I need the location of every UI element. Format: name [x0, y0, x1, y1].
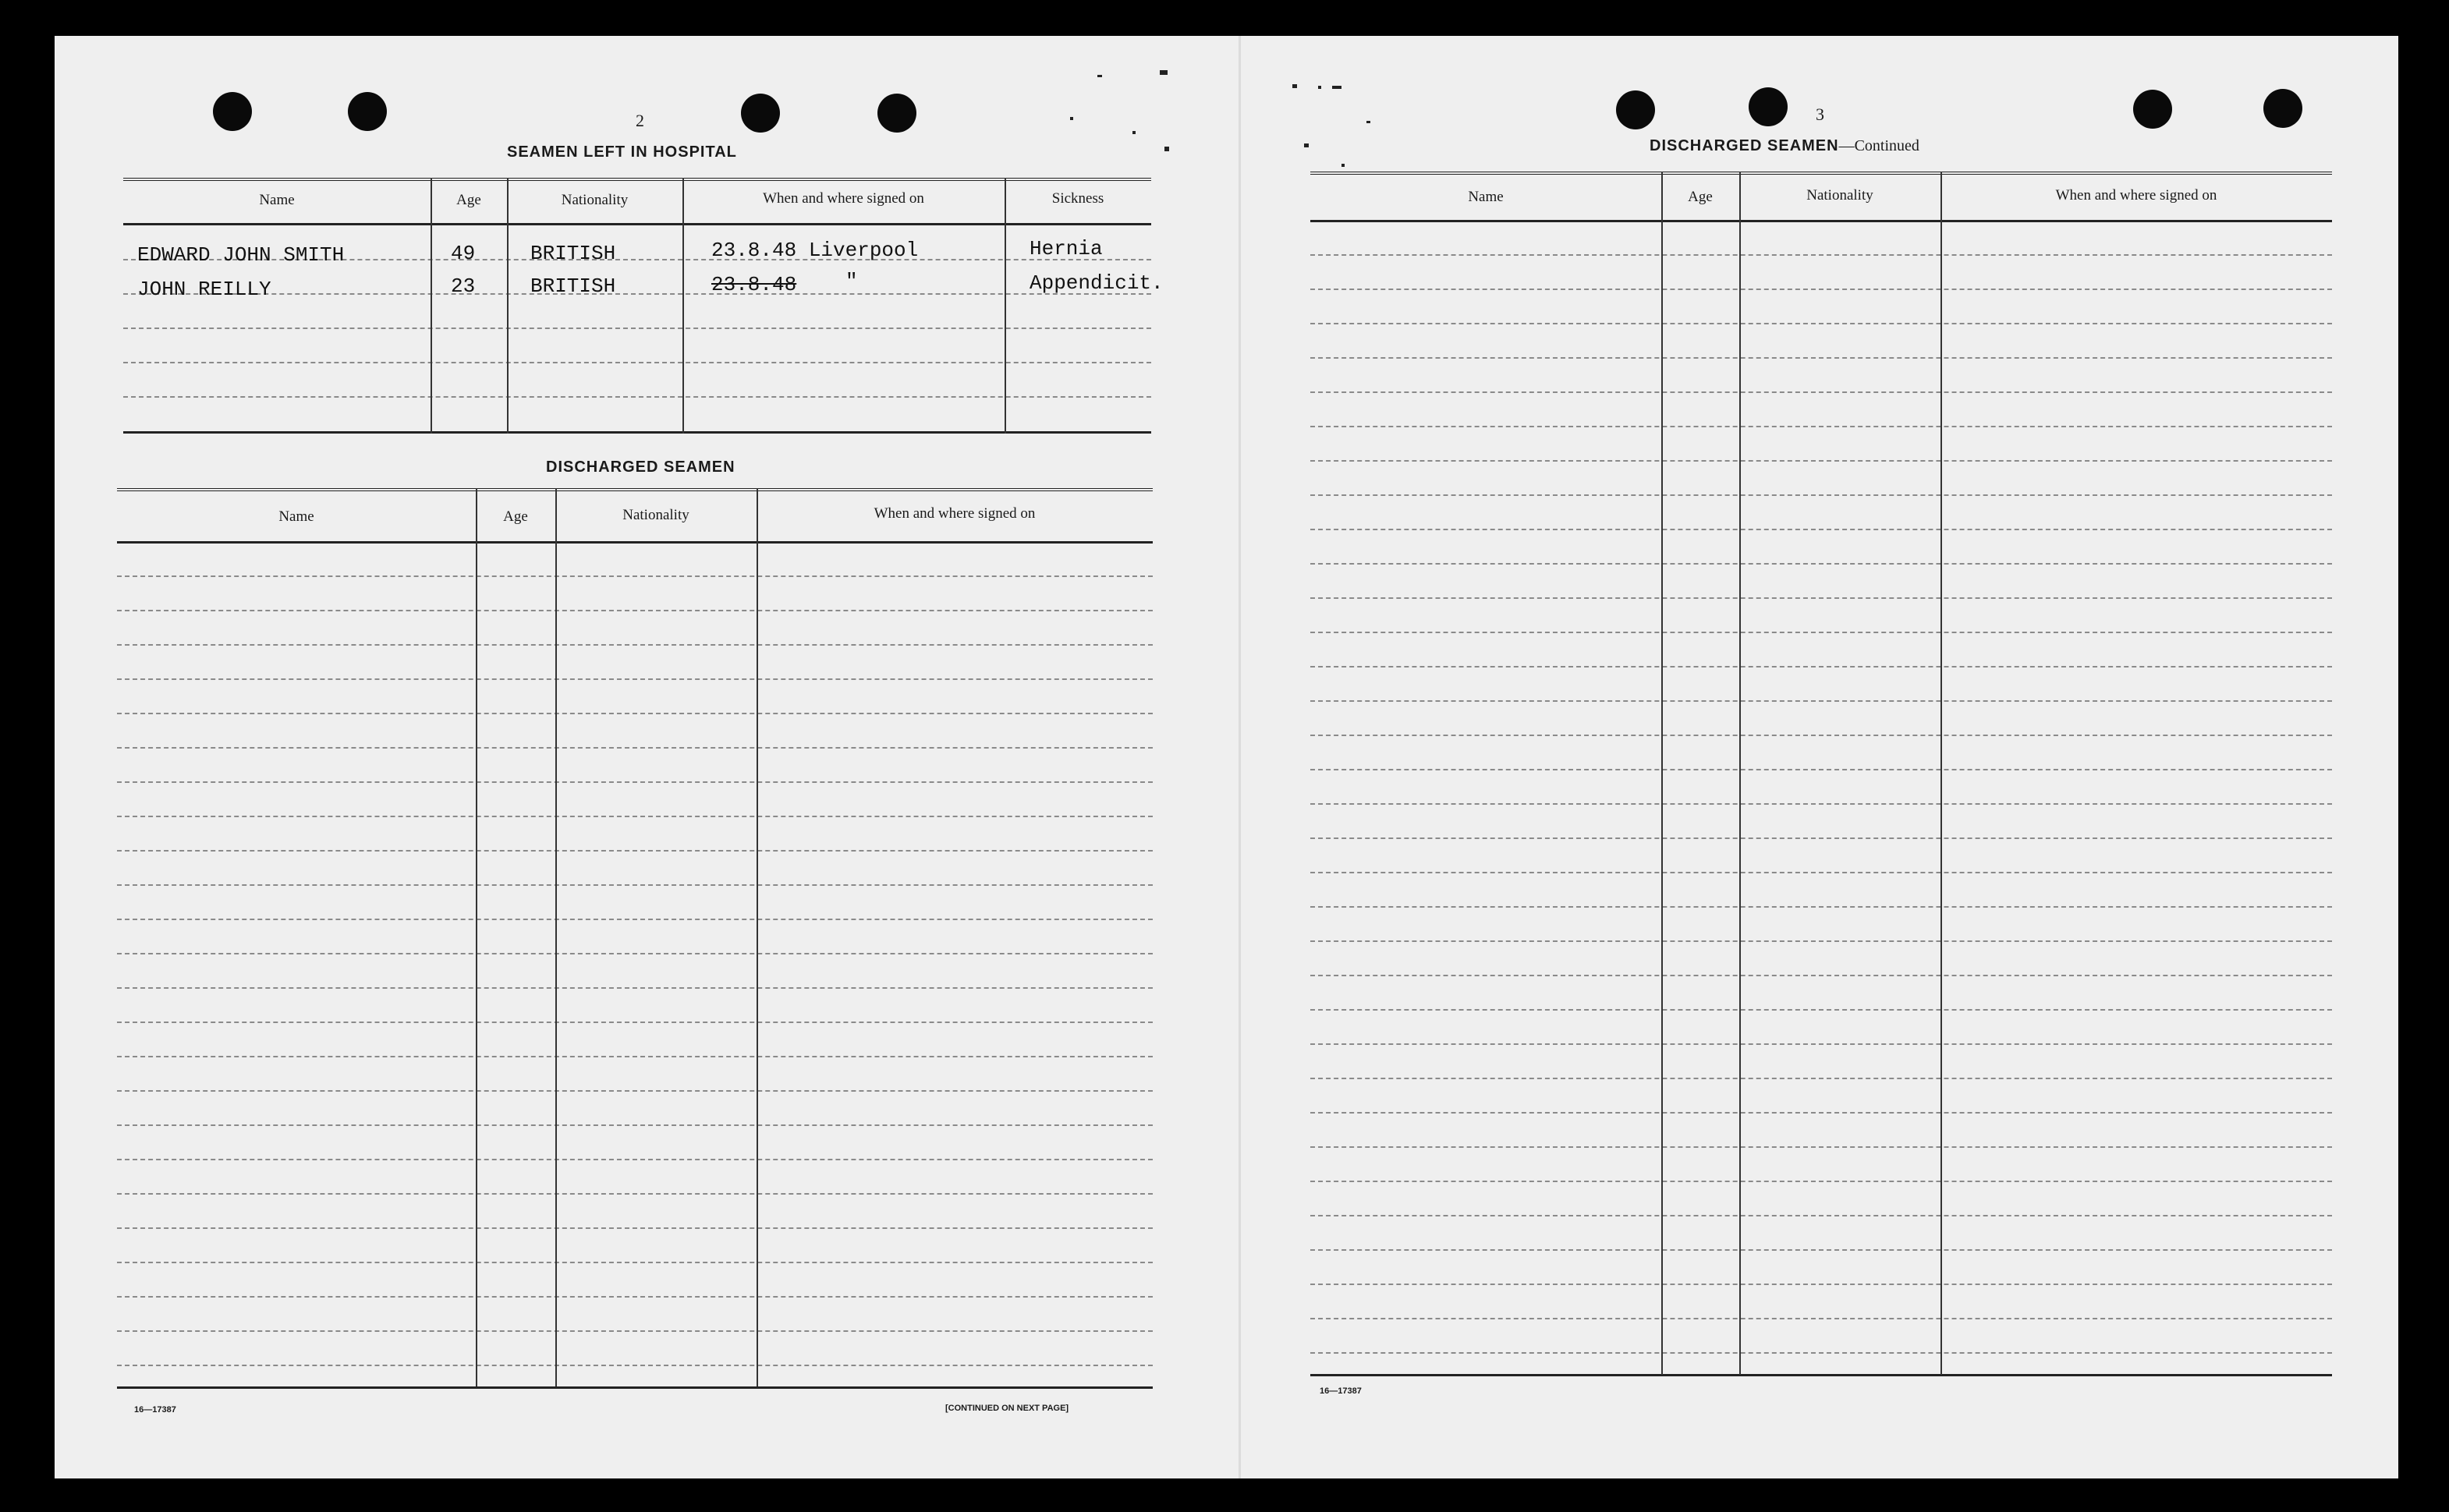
- ruled-line: [1310, 735, 2332, 736]
- ruled-line: [1310, 391, 2332, 393]
- ruled-line: [1310, 700, 2332, 702]
- hospital-table: [123, 178, 1164, 441]
- ruled-line: [1310, 597, 2332, 599]
- col-header-signed-on: When and where signed on: [874, 505, 1036, 522]
- discharged-continued-title-main: DISCHARGED SEAMEN: [1650, 137, 1839, 154]
- hospital-row-1-name: EDWARD JOHN SMITH: [137, 243, 345, 267]
- ruled-line: [1310, 1318, 2332, 1319]
- col-header-signed-on: When and where signed on: [763, 190, 924, 207]
- hospital-row-2-age: 23: [451, 274, 476, 298]
- speck: [1318, 86, 1321, 89]
- ruled-line: [117, 953, 1153, 954]
- speck: [1292, 84, 1297, 88]
- ruled-line: [1310, 1249, 2332, 1251]
- hospital-section-title: SEAMEN LEFT IN HOSPITAL: [507, 143, 737, 161]
- form-number: 16—17387: [1320, 1386, 1362, 1396]
- col-header-nationality: Nationality: [1806, 187, 1873, 204]
- speck: [1070, 117, 1073, 120]
- ruled-line: [1310, 529, 2332, 530]
- ruled-line: [1310, 1009, 2332, 1011]
- col-header-signed-on: When and where signed on: [2055, 187, 2217, 204]
- speck: [1332, 86, 1341, 89]
- form-number: 16—17387: [134, 1405, 176, 1415]
- ruled-line: [1310, 906, 2332, 908]
- hospital-row-1-sickness: Hernia: [1030, 237, 1103, 260]
- ruled-line: [1310, 357, 2332, 359]
- punch-hole: [2133, 90, 2172, 129]
- ruled-line: [117, 610, 1153, 611]
- ruled-line: [117, 781, 1153, 783]
- punch-hole: [213, 92, 252, 131]
- ruled-line: [117, 1056, 1153, 1057]
- col-header-age: Age: [456, 192, 481, 208]
- page-number: 2: [636, 111, 644, 130]
- ruled-line: [1310, 769, 2332, 770]
- hospital-row-1-age: 49: [451, 242, 476, 265]
- ruled-line: [117, 1330, 1153, 1332]
- ruled-line: [1310, 837, 2332, 839]
- ruled-line: [1310, 289, 2332, 290]
- ruled-line: [117, 1193, 1153, 1195]
- col-header-name: Name: [1468, 189, 1504, 205]
- ruled-line: [1310, 1078, 2332, 1079]
- continued-note: [CONTINUED ON NEXT PAGE]: [945, 1404, 1069, 1413]
- discharged-continued-title: [1650, 137, 1919, 155]
- speck: [1164, 147, 1169, 151]
- ruled-line: [1310, 1215, 2332, 1216]
- ruled-line: [1310, 1352, 2332, 1354]
- ruled-line: [117, 1227, 1153, 1229]
- punch-hole: [2263, 89, 2302, 128]
- ruled-line: [117, 713, 1153, 714]
- ruled-line: [117, 1365, 1153, 1366]
- discharged-continued-title-suffix: —Continued: [1838, 137, 1919, 154]
- col-header-nationality: Nationality: [561, 192, 629, 208]
- ruled-line: [1310, 666, 2332, 667]
- speck: [1160, 70, 1168, 75]
- ruled-line: [117, 1296, 1153, 1298]
- speck: [1341, 164, 1345, 167]
- discharged-continued-table: [1310, 172, 2332, 1384]
- hospital-row-1-nationality: BRITISH: [530, 242, 616, 265]
- ruled-line: [117, 678, 1153, 680]
- ruled-line: [1310, 1112, 2332, 1114]
- ruled-line: [1310, 632, 2332, 633]
- ruled-line: [1310, 1146, 2332, 1148]
- ruled-line: [117, 1022, 1153, 1023]
- col-header-age: Age: [1688, 189, 1713, 205]
- ruled-line: [1310, 1043, 2332, 1045]
- speck: [1304, 143, 1309, 147]
- col-header-age: Age: [503, 508, 528, 525]
- punch-hole: [1616, 90, 1655, 129]
- ruled-line: [1310, 1284, 2332, 1285]
- ruled-line: [117, 1262, 1153, 1263]
- ruled-line: [117, 919, 1153, 920]
- ruled-line: [1310, 460, 2332, 462]
- hospital-row-2-signed-on: 23.8.48: [711, 273, 797, 296]
- punch-hole: [741, 94, 780, 133]
- ruled-line: [117, 884, 1153, 886]
- ruled-line: [117, 1090, 1153, 1092]
- ruled-line: [117, 747, 1153, 749]
- ruled-line: [1310, 426, 2332, 427]
- punch-hole: [877, 94, 916, 133]
- col-header-sickness: Sickness: [1051, 190, 1104, 207]
- hospital-row-2-name: JOHN REILLY: [137, 278, 271, 301]
- ruled-line: [117, 1159, 1153, 1160]
- hospital-row-2-nationality: BRITISH: [530, 274, 616, 298]
- col-header-name: Name: [259, 192, 295, 208]
- ruled-line: [1310, 494, 2332, 496]
- ruled-line: [117, 850, 1153, 852]
- col-header-nationality: Nationality: [622, 507, 689, 523]
- ruled-line: [1310, 254, 2332, 256]
- ruled-line: [117, 816, 1153, 817]
- ruled-line: [1310, 323, 2332, 324]
- punch-hole: [348, 92, 387, 131]
- ruled-line: [1310, 803, 2332, 805]
- speck: [1097, 75, 1102, 77]
- ruled-line: [117, 1124, 1153, 1126]
- ruled-line: [1310, 1181, 2332, 1182]
- page-number: 3: [1816, 104, 1824, 124]
- punch-hole: [1749, 87, 1788, 126]
- col-header-name: Name: [278, 508, 314, 525]
- speck: [1132, 131, 1136, 134]
- ruled-line: [117, 987, 1153, 989]
- ruled-line: [1310, 975, 2332, 976]
- hospital-row-2-sickness: Appendicit.: [1030, 271, 1164, 295]
- discharged-section-title: DISCHARGED SEAMEN: [546, 459, 735, 476]
- ruled-line: [117, 575, 1153, 577]
- page-gutter: [1239, 36, 1241, 1478]
- speck: [1366, 121, 1370, 123]
- hospital-row-1-signed-on: 23.8.48 Liverpool: [711, 239, 919, 262]
- ruled-line: [1310, 872, 2332, 873]
- ruled-line: [1310, 563, 2332, 565]
- ruled-line: [1310, 940, 2332, 942]
- hospital-row-2-ditto: ": [845, 270, 858, 293]
- discharged-table: [117, 488, 1153, 1397]
- ruled-line: [117, 644, 1153, 646]
